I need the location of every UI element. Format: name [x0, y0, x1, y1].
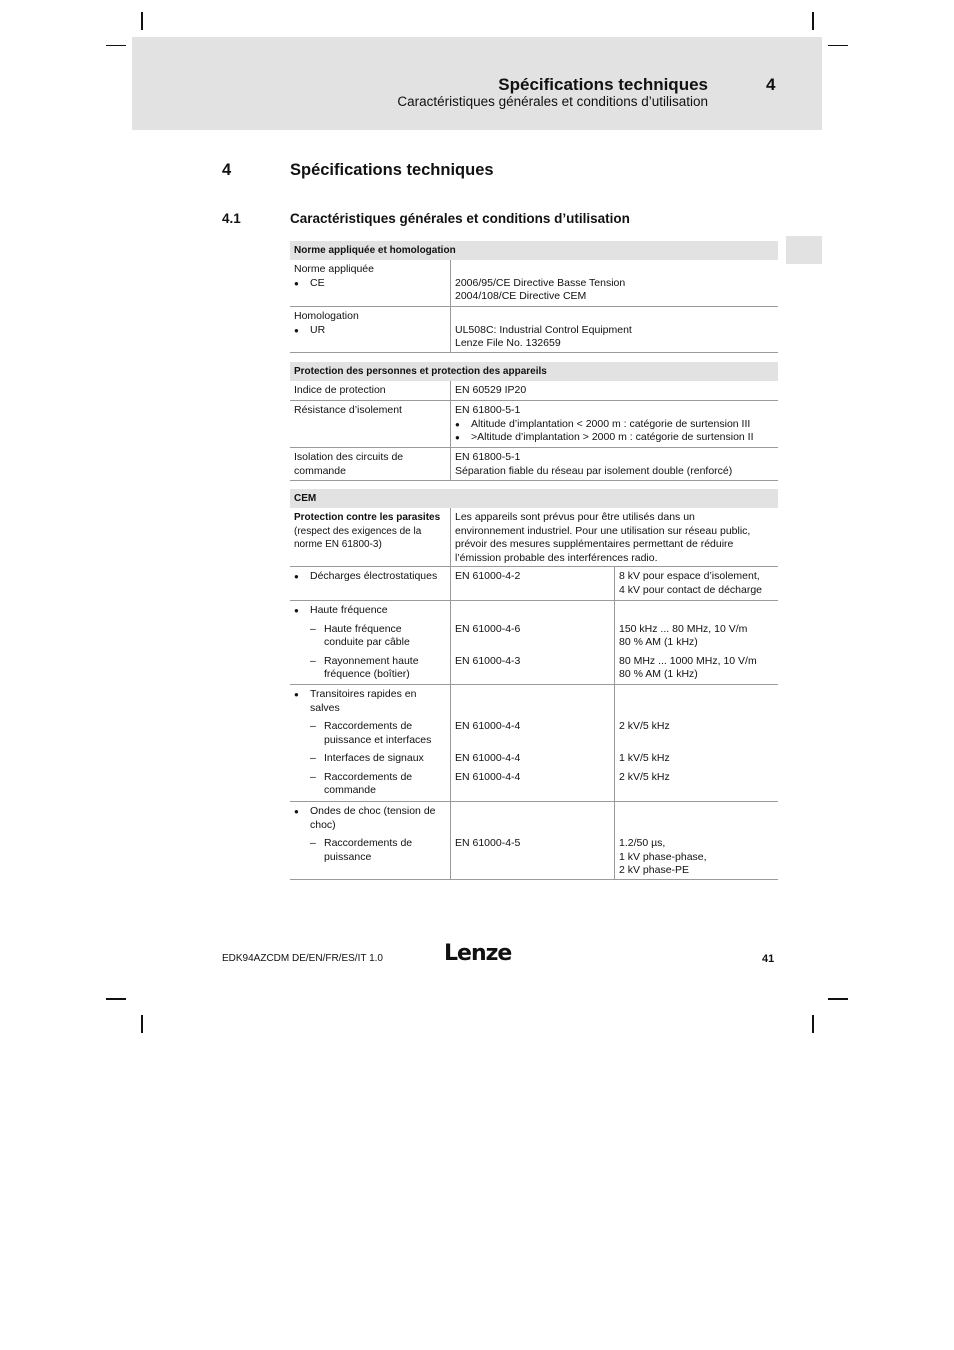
row-label: salves [310, 701, 340, 714]
row-value: 2004/108/CE Directive CEM [455, 290, 587, 302]
header-chapter-number: 4 [766, 75, 776, 94]
table-row [290, 508, 778, 567]
row-sublabel: puissance et interfaces [324, 733, 432, 746]
chapter-title: Spécifications techniques [290, 161, 494, 179]
row-value: 80 % AM (1 kHz) [619, 668, 698, 680]
row-text: Les appareils sont prévus pour être utilisés dans un [455, 511, 695, 523]
row-bullet: >Altitude d’implantation > 2000 m : catégorie de surtension II [471, 431, 754, 443]
row-bullet: Altitude d’implantation < 2000 m : catégorie de surtension III [471, 417, 751, 430]
table-row [290, 601, 778, 685]
row-value: 80 % AM (1 kHz) [619, 636, 698, 648]
table-row [290, 307, 778, 353]
row-label: choc) [310, 818, 336, 831]
crop-mark [812, 12, 814, 30]
table-row [290, 448, 778, 481]
cem-heading: CEM [290, 489, 778, 508]
row-value: 8 kV pour espace d’isolement, [619, 570, 760, 582]
dash-icon: – [310, 622, 316, 635]
row-text: l’émission probable des interférences radio. [455, 551, 658, 564]
row-label: Décharges électrostatiques [310, 570, 438, 582]
row-label: Isolation des circuits de [294, 451, 404, 463]
table-row [290, 381, 778, 401]
dash-icon: – [310, 837, 316, 849]
row-value: 150 kHz ... 80 MHz, 10 V/m [619, 622, 748, 635]
table-row [290, 685, 778, 802]
row-text: prévoir des mesures supplémentaires permettant de réduire [455, 538, 734, 550]
lenze-logo: Lenze [444, 941, 512, 966]
dash-icon: – [310, 654, 316, 667]
section-number: 4.1 [222, 211, 241, 226]
crop-mark [828, 998, 848, 1000]
section-title: Caractéristiques générales et conditions d’utilisation [290, 211, 630, 226]
header-subtitle: Caractéristiques générales et conditions d’utilisation [397, 94, 708, 109]
row-label: Indice de protection [294, 384, 386, 396]
row-text: environnement industriel. Pour une utilisation sur réseau public, [455, 524, 751, 537]
crop-mark [828, 45, 848, 46]
row-label: norme EN 61800-3) [294, 539, 382, 550]
bullet-icon: ● [455, 419, 460, 429]
crop-mark [141, 12, 143, 30]
row-sublabel: Rayonnement haute [324, 654, 419, 667]
row-item: UR [310, 323, 326, 336]
row-label: Homologation [294, 310, 359, 322]
row-value: 80 MHz ... 1000 MHz, 10 V/m [619, 654, 757, 667]
dash-icon: – [310, 752, 316, 764]
row-sublabel: Raccordements de [324, 837, 413, 849]
row-value: Lenze File No. 132659 [455, 337, 561, 349]
row-sublabel: fréquence (boîtier) [324, 668, 410, 680]
row-standard: EN 61000-4-5 [455, 837, 521, 849]
side-tab-marker [786, 236, 822, 264]
row-value: EN 61800-5-1 [455, 404, 521, 416]
table-row [290, 567, 778, 601]
row-label: Transitoires rapides en [310, 688, 417, 700]
row-value: 1 kV phase-phase, [619, 850, 707, 863]
row-standard: EN 61000-4-4 [455, 720, 521, 732]
row-value: 2 kV/5 kHz [619, 720, 670, 732]
row-sublabel: puissance [324, 850, 372, 863]
bullet-icon: ● [294, 606, 299, 615]
row-label: Haute fréquence [310, 604, 388, 616]
row-value: 2 kV/5 kHz [619, 770, 670, 783]
row-item: CE [310, 276, 325, 289]
crop-mark [141, 1015, 143, 1033]
row-value: 1 kV/5 kHz [619, 752, 670, 764]
dash-icon: – [310, 770, 316, 783]
row-sublabel: commande [324, 784, 376, 796]
row-standard: EN 61000-4-3 [455, 654, 521, 667]
crop-mark [812, 1015, 814, 1033]
row-value: 1.2/50 µs, [619, 837, 666, 849]
row-value: 2006/95/CE Directive Basse Tension [455, 276, 626, 289]
row-label: Norme appliquée [294, 263, 374, 275]
bullet-icon: ● [294, 278, 299, 288]
row-standard: EN 61000-4-6 [455, 622, 521, 635]
norme-heading: Norme appliquée et homologation [290, 241, 778, 260]
crop-mark [106, 998, 126, 1000]
row-sublabel: conduite par câble [324, 636, 410, 648]
bullet-icon: ● [455, 433, 460, 442]
chapter-number: 4 [222, 161, 232, 179]
protection-heading: Protection des personnes et protection des appareils [290, 362, 778, 381]
table-row [290, 802, 778, 880]
row-value: Séparation fiable du réseau par isolement double (renforcé) [455, 464, 733, 477]
bullet-icon: ● [294, 325, 299, 335]
row-value: 2 kV phase-PE [619, 864, 690, 876]
norme-table [290, 241, 778, 353]
row-sublabel: Haute fréquence [324, 622, 402, 635]
protection-table [290, 362, 778, 481]
row-value: EN 61800-5-1 [455, 451, 521, 463]
page-header [132, 37, 822, 130]
row-standard: EN 61000-4-4 [455, 770, 521, 783]
dash-icon: – [310, 720, 316, 732]
bullet-icon: ● [294, 807, 299, 816]
row-value: 4 kV pour contact de décharge [619, 583, 763, 596]
table-row [290, 401, 778, 448]
row-standard: EN 61000-4-2 [450, 567, 614, 600]
row-sublabel: Raccordements de [324, 720, 413, 732]
table-row [290, 260, 778, 307]
page-number: 41 [762, 953, 775, 965]
footer-doc-id: EDK94AZCDM DE/EN/FR/ES/IT 1.0 [222, 953, 383, 964]
bullet-icon: ● [294, 690, 299, 699]
row-sublabel: Interfaces de signaux [324, 752, 424, 764]
crop-mark [106, 45, 126, 46]
row-value: EN 60529 IP20 [450, 381, 778, 400]
row-sublabel: Raccordements de [324, 770, 413, 783]
cem-table [290, 489, 778, 880]
row-label: Résistance d’isolement [294, 404, 402, 416]
row-label: commande [294, 464, 346, 477]
row-standard: EN 61000-4-4 [455, 752, 521, 764]
bullet-icon: ● [294, 572, 299, 581]
header-title: Spécifications techniques [498, 75, 708, 94]
row-label: Ondes de choc (tension de [310, 805, 436, 817]
row-label: (respect des exigences de la [294, 525, 422, 537]
row-value: UL508C: Industrial Control Equipment [455, 323, 632, 336]
row-label-bold: Protection contre les parasites [294, 512, 441, 523]
